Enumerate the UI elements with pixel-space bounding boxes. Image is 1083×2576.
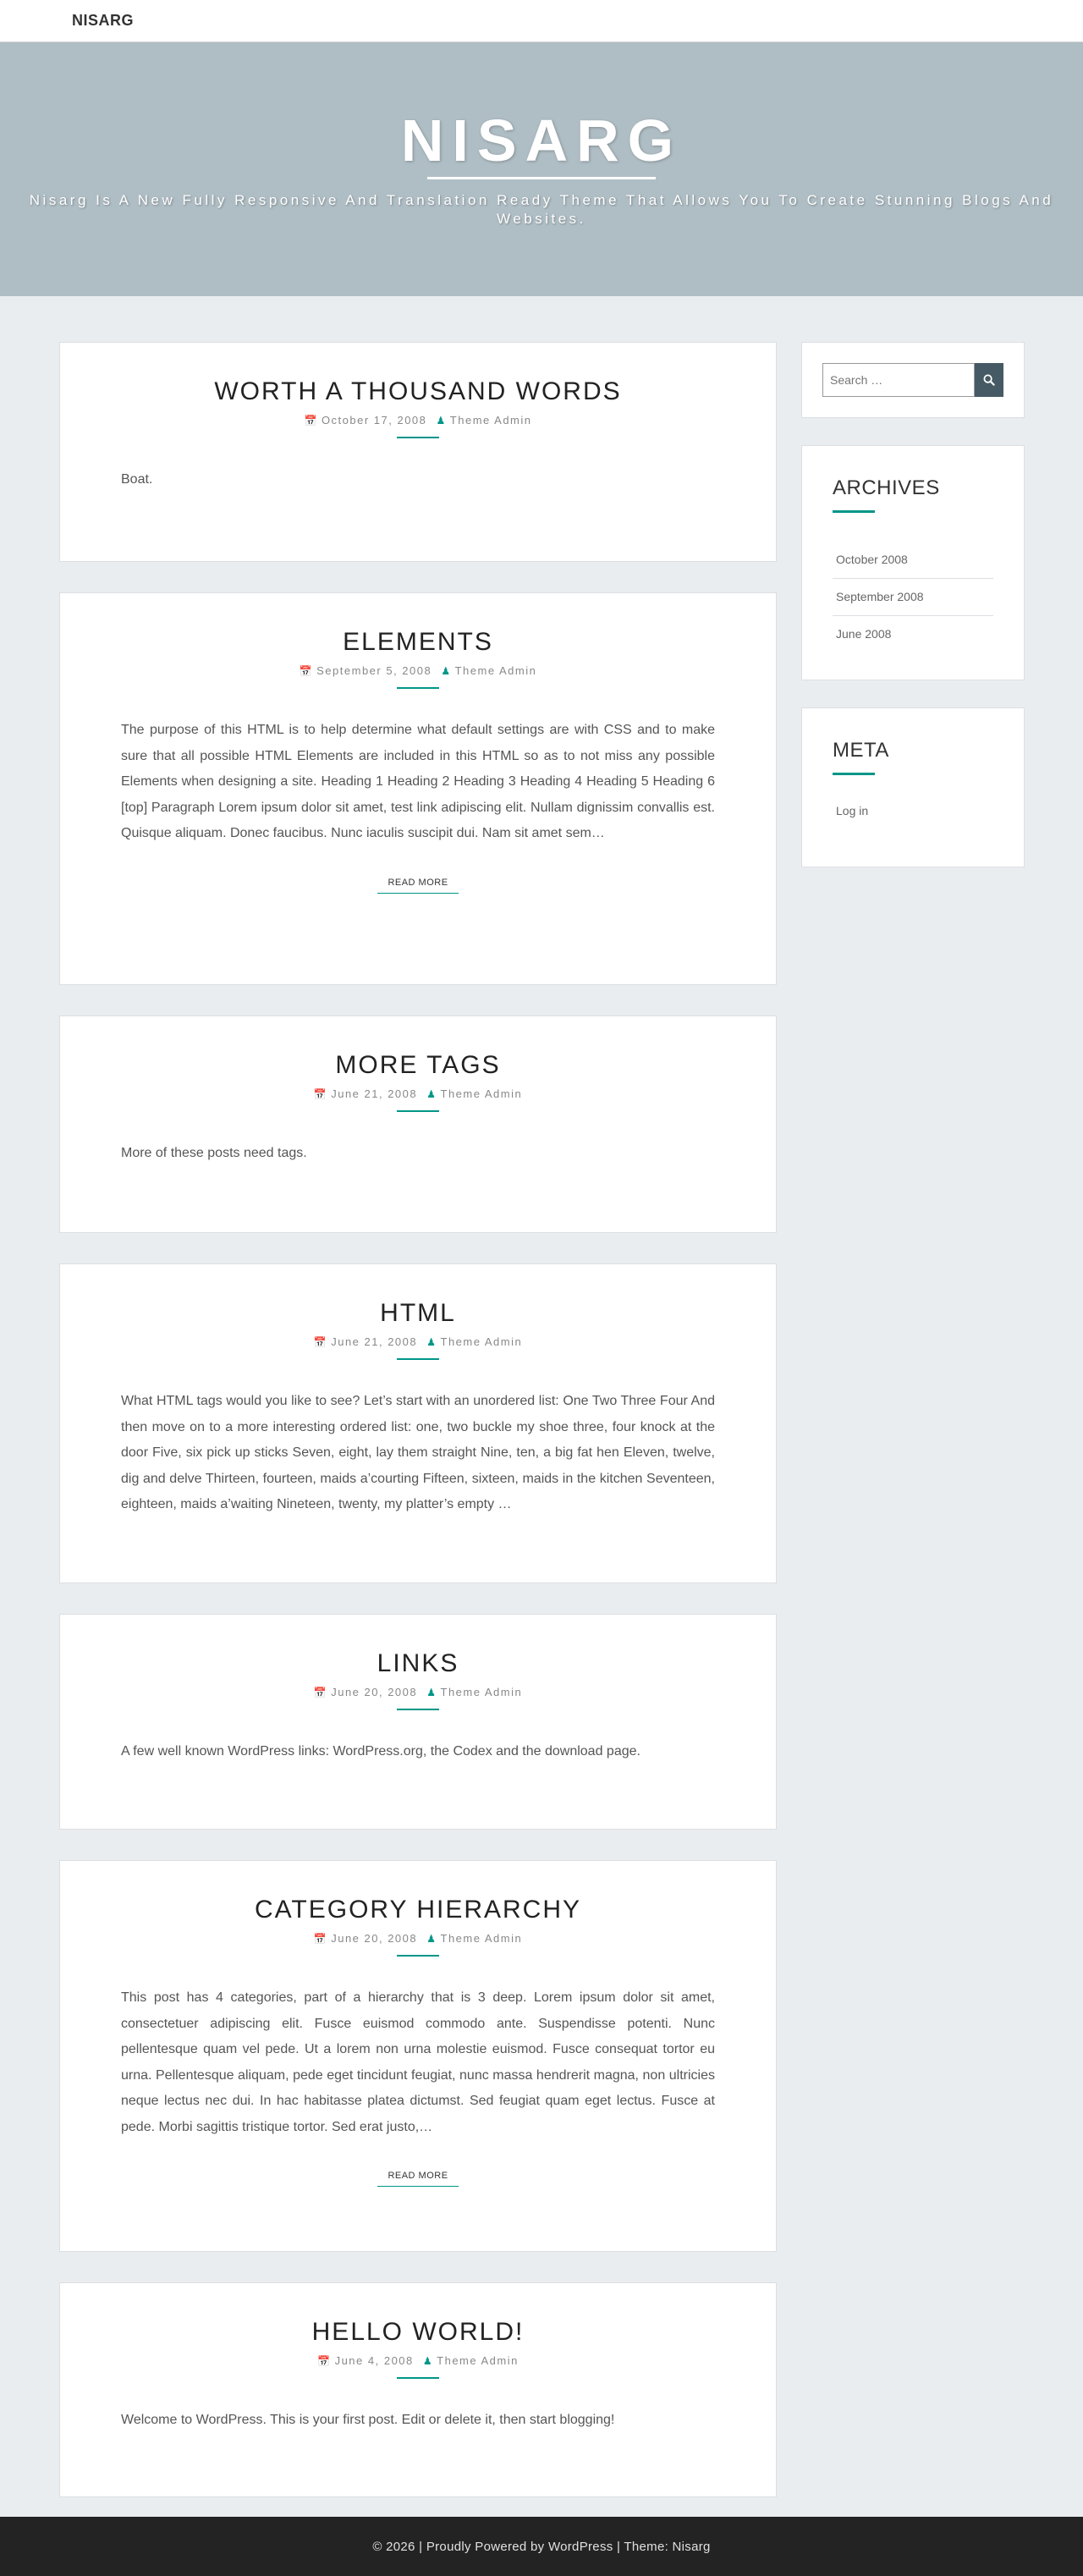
user-icon: ♟ — [426, 1336, 437, 1348]
read-more-button[interactable]: READ MORE — [377, 878, 458, 894]
site-description: Nisarg Is A New Fully Responsive And Translation Ready Theme That Allows You To Create Stunning Blogs And Websites. — [29, 192, 1054, 227]
search-icon — [983, 374, 995, 386]
widget-divider — [833, 773, 875, 775]
post-card — [59, 1263, 777, 1583]
widget-divider — [833, 510, 875, 513]
post-card — [59, 1614, 777, 1830]
user-icon: ♟ — [426, 1687, 437, 1698]
calendar-icon: 📅 — [317, 2355, 332, 2367]
user-icon: ♟ — [426, 1933, 437, 1945]
post-meta — [121, 664, 715, 677]
user-icon: ♟ — [422, 2355, 434, 2367]
archives-widget — [801, 445, 1025, 680]
archive-link[interactable]: October 2008 — [833, 542, 993, 579]
archive-link[interactable]: September 2008 — [833, 579, 993, 616]
post-author-link[interactable]: Theme Admin — [440, 1686, 523, 1698]
post-title-link[interactable]: HELLO WORLD! — [311, 2318, 525, 2346]
post-date-link[interactable]: June 4, 2008 — [334, 2354, 414, 2367]
post-card — [59, 1016, 777, 1233]
post-meta — [121, 1686, 715, 1698]
meta-divider — [397, 687, 439, 689]
post-excerpt: The purpose of this HTML is to help determine what default settings are with CSS and to make sure that all possible HTML Elements are included in this HTML so as to not miss any possible Elements when designing a site. Heading 1 Heading 2 Heading 3 Heading 4 Heading 5 Heading 6 [top] Paragraph Lorem ipsum dolor sit amet, test link adipiscing elit. Nullam dignissim convallis est. Quisque aliquam. Donec faucibus. Nunc iaculis suscipit dui. Nam sit amet sem… — [121, 723, 715, 840]
site-title[interactable]: NISARG — [400, 107, 683, 173]
calendar-icon: 📅 — [313, 1088, 328, 1100]
calendar-icon: 📅 — [304, 415, 318, 427]
calendar-icon: 📅 — [313, 1687, 328, 1698]
post-author-link[interactable]: Theme Admin — [440, 1335, 523, 1348]
post-excerpt: What HTML tags would you like to see? Let’s start with an unordered list: One Two Three Four And then move on to a more interesting ordered list: one, two buckle my shoe three, four knock at the door Five, six pick up sticks Seven, eight, lay them straight Nine, ten, a big fat hen Eleven, twelve, dig and delve Thirteen, fourteen, maids a’courting Fifteen, sixteen, maids in the kitchen Seventeen, eighteen, maids a’waiting Nineteen, twenty, my platter’s empty … — [121, 1394, 715, 1511]
post-author-link[interactable]: Theme Admin — [449, 414, 532, 427]
meta-divider — [397, 2377, 439, 2379]
meta-divider — [397, 1955, 439, 1957]
post-meta — [121, 2354, 715, 2367]
meta-divider — [397, 1358, 439, 1360]
post-title-link[interactable]: ELEMENTS — [343, 628, 493, 656]
post-excerpt: Boat. — [121, 472, 153, 487]
meta-divider — [397, 1709, 439, 1710]
post-date-link[interactable]: June 20, 2008 — [331, 1932, 418, 1945]
post-date-link[interactable]: June 21, 2008 — [331, 1335, 418, 1348]
post-meta — [121, 414, 715, 427]
meta-divider — [397, 1110, 439, 1112]
post-excerpt: This post has 4 categories, part of a hierarchy that is 3 deep. Lorem ipsum dolor sit amet, consectetuer adipiscing elit. Fusce euismod commodo ante. Suspendisse potenti. Nunc pellentesque quam vel pede. Ut a lorem non urna molestie euismod. Fusce consequat tortor eu urna. Pellentesque aliquam, pede eget tincidunt feugiat, nunc massa hendrerit magna, non ultricies neque lectus nec dui. In hac habitasse platea dictumst. Sed feugiat quam eget lectus. Fusce at pede. Morbi sagittis tristique tortor. Sed erat justo,… — [121, 1990, 715, 2134]
post-card — [59, 2282, 777, 2497]
post-excerpt: A few well known WordPress links: WordPress.org, the Codex and the download page. — [121, 1744, 640, 1759]
post-date-link[interactable]: September 5, 2008 — [316, 664, 432, 677]
calendar-icon: 📅 — [313, 1336, 328, 1348]
meta-widget — [801, 707, 1025, 867]
navbar-brand-link[interactable]: NISARG — [72, 12, 135, 29]
post-meta — [121, 1335, 715, 1348]
post-author-link[interactable]: Theme Admin — [437, 2354, 519, 2367]
read-more-button[interactable]: READ MORE — [377, 2171, 458, 2187]
footer-credits: © 2026 | Proudly Powered by WordPress | Theme: Nisarg — [372, 2539, 711, 2554]
login-link[interactable]: Log in — [836, 804, 869, 817]
post-excerpt: Welcome to WordPress. This is your first post. Edit or delete it, then start blogging! — [121, 2413, 615, 2427]
meta-divider — [397, 437, 439, 438]
post-author-link[interactable]: Theme Admin — [440, 1932, 523, 1945]
post-title-link[interactable]: HTML — [380, 1299, 456, 1327]
title-divider — [427, 177, 656, 179]
widget-title: META — [833, 739, 889, 762]
content-area — [0, 296, 1083, 2517]
widget-title: ARCHIVES — [833, 476, 940, 499]
post-title-link[interactable]: WORTH A THOUSAND WORDS — [214, 377, 622, 405]
search-widget — [801, 342, 1025, 418]
post-card — [59, 592, 777, 985]
post-author-link[interactable]: Theme Admin — [454, 664, 537, 677]
user-icon: ♟ — [441, 665, 452, 677]
post-title-link[interactable]: LINKS — [377, 1649, 459, 1677]
post-date-link[interactable]: June 20, 2008 — [331, 1686, 418, 1698]
post-date-link[interactable]: June 21, 2008 — [331, 1087, 418, 1100]
post-card — [59, 342, 777, 562]
search-form — [822, 363, 1003, 397]
search-button[interactable] — [975, 363, 1003, 397]
calendar-icon: 📅 — [313, 1933, 328, 1945]
post-title-link[interactable]: MORE TAGS — [335, 1051, 501, 1079]
site-header — [0, 42, 1083, 296]
top-navbar — [0, 0, 1083, 42]
post-author-link[interactable]: Theme Admin — [440, 1087, 523, 1100]
post-excerpt: More of these posts need tags. — [121, 1146, 307, 1160]
post-date-link[interactable]: October 17, 2008 — [321, 414, 427, 427]
search-input[interactable] — [822, 363, 975, 397]
sidebar — [801, 342, 1025, 894]
archives-list — [833, 542, 993, 652]
user-icon: ♟ — [426, 1088, 437, 1100]
post-meta — [121, 1087, 715, 1100]
user-icon: ♟ — [436, 415, 447, 427]
calendar-icon: 📅 — [299, 665, 314, 677]
post-meta — [121, 1932, 715, 1945]
post-title-link[interactable]: CATEGORY HIERARCHY — [254, 1896, 582, 1924]
archive-link[interactable]: June 2008 — [836, 627, 892, 641]
post-card — [59, 1860, 777, 2252]
posts-column — [59, 342, 777, 2528]
